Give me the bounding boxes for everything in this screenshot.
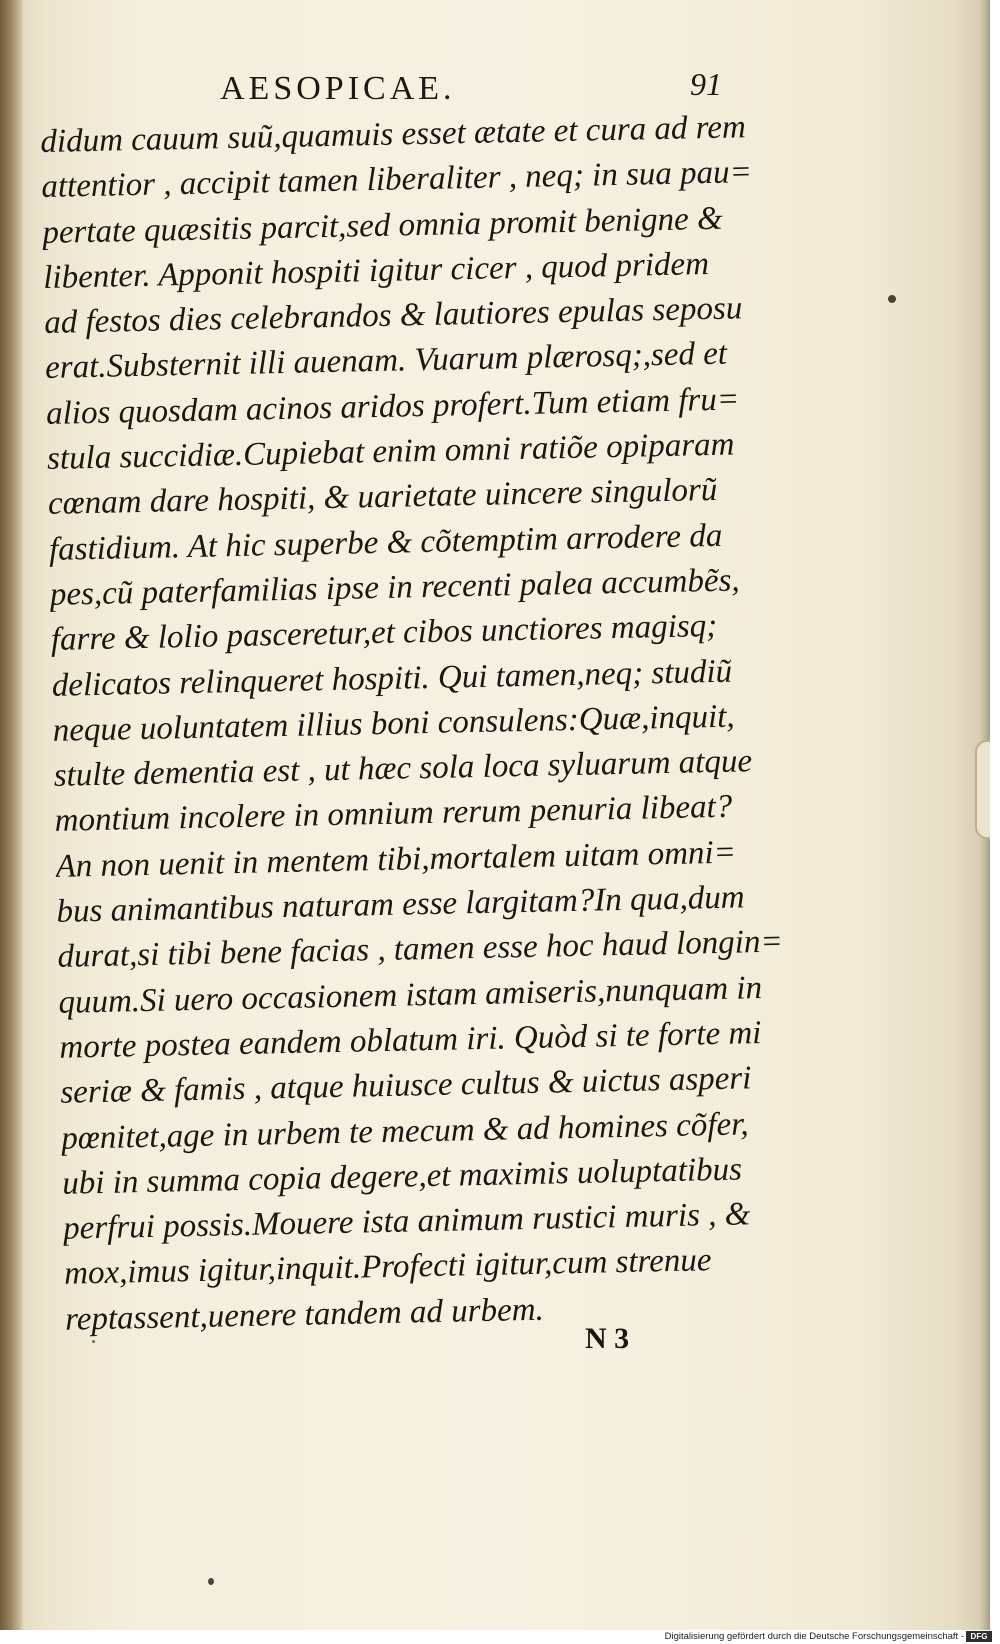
fore-edge-tab [975,740,990,839]
text-line: An non uenit in mentem tibi,mortalem uitam omni= [55,834,737,885]
text-line: bus animantibus naturam esse largitam?In qua,dum [56,879,745,930]
dfg-logo: DFG [966,1631,992,1642]
text-line: attentior , accipit tamen liberaliter , neq; in sua pau= [41,154,753,206]
text-line: durat,si tibi bene facias , tamen esse hoc haud longin= [57,923,784,976]
text-line: farre & lolio pasceretur,et cibos unctiores magisq; [50,608,718,659]
text-line: pœnitet,age in urbem te mecum & ad homines cõfer, [60,1105,749,1157]
text-line: fastidium. At hic superbe & cõtemptim arrodere da [48,517,723,568]
text-line: stula succidiæ.Cupiebat enim omni ratiõe opiparam [46,426,735,477]
text-line: ad festos dies celebrandos & lautiores epulas seposu [43,290,743,342]
text-line: cœnam dare hospiti, & uarietate uincere singulorũ [47,472,718,523]
text-line: seriæ & famis , atque huiusce cultus & uictus asperi [60,1060,752,1112]
text-line: perfrui possis.Mouere ista animum rustici muris , & [62,1196,751,1247]
text-line: neque uoluntatem illius boni consulens:Quæ,inquit, [52,698,735,749]
text-line: pertate quæsitis parcit,sed omnia promit benigne & [41,200,724,251]
ink-spot [208,1578,214,1585]
text-line: mox,imus igitur,inquit.Profecti igitur,cum strenue [63,1242,712,1293]
ink-spot [92,1340,95,1343]
text-line: delicatos relinqueret hospiti. Qui tamen,neq; studiũ [51,653,733,704]
text-line: libenter. Apponit hospiti igitur cicer , quod pridem [42,245,710,296]
body-text [40,105,805,1343]
text-line: reptassent,uenere tandem ad urbem. [64,1291,545,1338]
footer-bar [0,1630,1000,1644]
text-line: morte postea eandem oblatum iri. Quòd si te forte mi [59,1015,762,1066]
text-line: erat.Substernit illi auenam. Vuarum plærosq;,sed et [44,336,728,387]
page-number: 91 [690,66,722,102]
ink-spot [888,295,896,303]
footer-credit: Digitalisierung gefördert durch die Deutsche Forschungsgemeinschaft - [664,1631,964,1642]
running-head-title: AESOPICAE. [220,70,456,107]
text-line: ubi in summa copia degere,et maximis uoluptatibus [61,1151,743,1202]
text-line: alios quosdam acinos aridos profert.Tum etiam fru= [45,381,740,432]
text-line: didum cauum suũ,quamuis esset ætate et cura ad rem [40,109,747,160]
text-line: montium incolere in omnium rerum penuria libeat? [54,789,733,840]
text-line: quum.Si uero occasionem istam amiseris,nunquam in [58,969,763,1021]
text-line: pes,cũ paterfamilias ipse in recenti palea accumbẽs, [49,562,740,613]
signature-mark: N 3 [585,1322,630,1355]
text-line: stulte dementia est , ut hæc sola loca syluarum atque [53,743,753,795]
book-binding [0,0,24,1630]
